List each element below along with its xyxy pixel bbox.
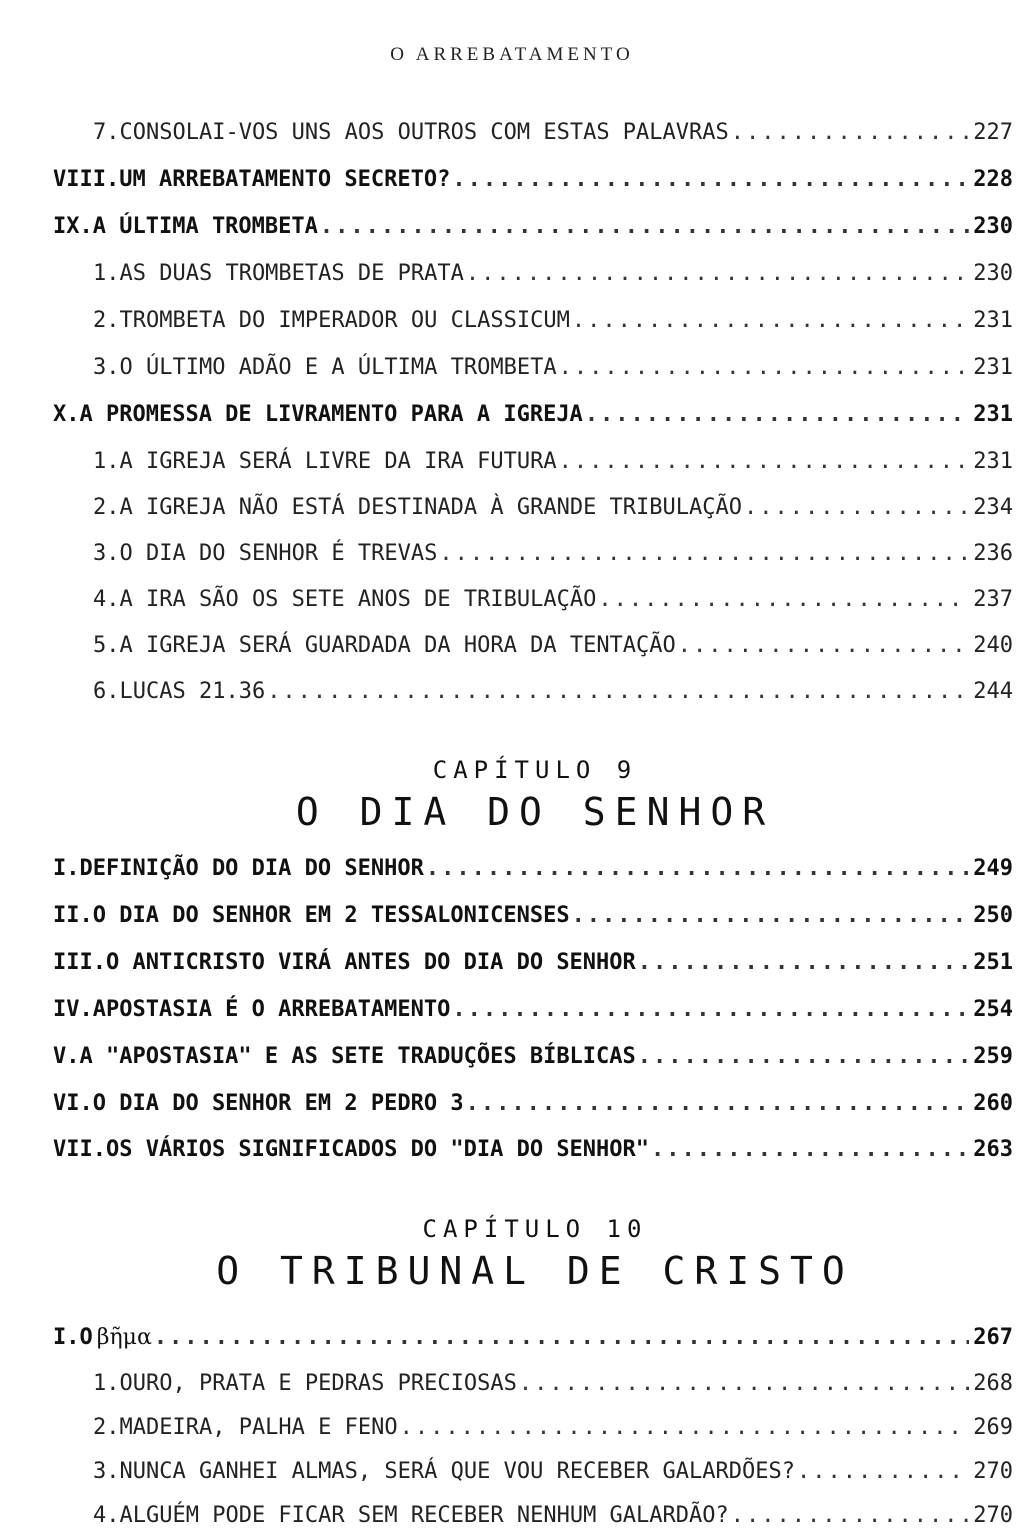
toc-entry <box>93 447 1013 477</box>
toc-entry <box>53 212 1013 242</box>
toc-entry <box>53 165 1013 195</box>
toc-entry-page: 227 <box>973 120 1013 145</box>
toc-entry-page: 268 <box>973 1371 1013 1396</box>
toc-entry-title: VII.OS VÁRIOS SIGNIFICADOS DO "DIA DO SENHOR" <box>53 1137 650 1162</box>
toc-entry <box>53 948 1013 978</box>
toc-entry-page: 230 <box>973 261 1013 286</box>
toc-entry <box>93 493 1013 523</box>
toc-entry <box>93 1501 1013 1531</box>
toc-entry-prefix: I.O <box>53 1325 93 1350</box>
toc-entry <box>93 585 1013 615</box>
toc-entry-title: 2.MADEIRA, PALHA E FENO <box>93 1415 398 1440</box>
toc-entry <box>53 1042 1013 1072</box>
leader-dots <box>638 1042 969 1072</box>
leader-dots <box>519 1369 969 1399</box>
toc-entry-page: 228 <box>973 167 1013 192</box>
leader-dots <box>731 118 969 148</box>
toc-entry <box>93 353 1013 383</box>
toc-entry <box>93 1457 1013 1487</box>
toc-entry-page: 231 <box>973 308 1013 333</box>
toc-entry-title: 5.A IGREJA SERÁ GUARDADA DA HORA DA TENTAÇÃO <box>93 633 676 658</box>
toc-entry-title: IX.A ÚLTIMA TROMBETA <box>53 214 318 239</box>
toc-entry <box>53 1323 1013 1353</box>
leader-dots <box>797 1457 969 1487</box>
toc-entry <box>93 118 1013 148</box>
leader-dots <box>452 995 969 1025</box>
toc-entry <box>93 1413 1013 1443</box>
chapter-9-label: CAPÍTULO 9 <box>432 756 638 784</box>
toc-entry-title: VIII.UM ARREBATAMENTO SECRETO? <box>53 167 451 192</box>
toc-entry-page: 254 <box>973 997 1013 1022</box>
toc-entry <box>53 400 1013 430</box>
toc-entry <box>53 854 1013 884</box>
leader-dots <box>731 1501 969 1531</box>
leader-dots <box>466 1089 970 1119</box>
toc-entry-title: III.O ANTICRISTO VIRÁ ANTES DO DIA DO SENHOR <box>53 950 636 975</box>
leader-dots <box>651 1135 969 1165</box>
toc-entry-page: 267 <box>973 1325 1013 1350</box>
leader-dots <box>678 631 969 661</box>
toc-entry-title: 6.LUCAS 21.36 <box>93 679 266 704</box>
leader-dots <box>559 353 970 383</box>
toc-entry-title: V.A "APOSTASIA" E AS SETE TRADUÇÕES BÍBLICAS <box>53 1044 636 1069</box>
leader-dots <box>585 400 969 430</box>
toc-entry <box>93 631 1013 661</box>
leader-dots <box>598 585 969 615</box>
toc-entry-page: 230 <box>973 214 1013 239</box>
toc-entry-title: 1.A IGREJA SERÁ LIVRE DA IRA FUTURA <box>93 449 557 474</box>
toc-entry <box>53 1089 1013 1119</box>
leader-dots <box>466 259 969 289</box>
toc-entry-page: 260 <box>973 1091 1013 1116</box>
toc-entry-title: 3.O ÚLTIMO ADÃO E A ÚLTIMA TROMBETA <box>93 355 557 380</box>
toc-entry-title: 3.NUNCA GANHEI ALMAS, SERÁ QUE VOU RECEBER GALARDÕES? <box>93 1459 795 1484</box>
leader-dots <box>572 901 970 931</box>
toc-entry-title: VI.O DIA DO SENHOR EM 2 PEDRO 3 <box>53 1091 464 1116</box>
toc-entry-title: 3.O DIA DO SENHOR É TREVAS <box>93 541 438 566</box>
leader-dots <box>426 854 969 884</box>
toc-entry-title: 1.AS DUAS TROMBETAS DE PRATA <box>93 261 464 286</box>
toc-entry-page: 270 <box>973 1459 1013 1484</box>
leader-dots <box>267 677 969 707</box>
toc-entry-page: 231 <box>973 402 1013 427</box>
toc-entry <box>53 995 1013 1025</box>
toc-entry-title: 7.CONSOLAI-VOS UNS AOS OUTROS COM ESTAS PALAVRAS <box>93 120 729 145</box>
toc-entry-title: 4.A IRA SÃO OS SETE ANOS DE TRIBULAÇÃO <box>93 587 597 612</box>
toc-entry-page: 259 <box>973 1044 1013 1069</box>
toc-entry-title: IV.APOSTASIA É O ARREBATAMENTO <box>53 997 451 1022</box>
toc-entry-title: 1.OURO, PRATA E PEDRAS PRECIOSAS <box>93 1371 517 1396</box>
leader-dots <box>400 1413 970 1443</box>
toc-entry-page: 251 <box>973 950 1013 975</box>
toc-entry-page: 236 <box>973 541 1013 566</box>
toc-entry-title: 2.TROMBETA DO IMPERADOR OU CLASSICUM <box>93 308 570 333</box>
toc-entry-title: 4.ALGUÉM PODE FICAR SEM RECEBER NENHUM GALARDÃO? <box>93 1503 729 1528</box>
toc-entry-page: 240 <box>973 633 1013 658</box>
chapter-10-label: CAPÍTULO 10 <box>422 1215 648 1243</box>
toc-entry-page: 231 <box>973 449 1013 474</box>
toc-entry <box>93 539 1013 569</box>
toc-entry-page: 263 <box>973 1137 1013 1162</box>
leader-dots <box>744 493 969 523</box>
toc-entry-title: X.A PROMESSA DE LIVRAMENTO PARA A IGREJA <box>53 402 583 427</box>
toc-entry <box>93 677 1013 707</box>
toc-entry-page: 244 <box>973 679 1013 704</box>
leader-dots <box>638 948 969 978</box>
toc-entry <box>93 259 1013 289</box>
toc-entry-title: II.O DIA DO SENHOR EM 2 TESSALONICENSES <box>53 903 570 928</box>
toc-entry-page: 270 <box>973 1503 1013 1528</box>
greek-word: βῆμα <box>96 1325 152 1350</box>
toc-entry-page: 237 <box>973 587 1013 612</box>
running-header: O ARREBATAMENTO <box>390 44 634 65</box>
leader-dots <box>439 539 969 569</box>
toc-entry-page: 249 <box>973 856 1013 881</box>
toc-entry <box>53 1135 1013 1165</box>
chapter-10-title: O TRIBUNAL DE CRISTO <box>216 1249 854 1293</box>
toc-entry <box>93 1369 1013 1399</box>
leader-dots <box>320 212 969 242</box>
toc-entry <box>53 901 1013 931</box>
leader-dots <box>154 1323 969 1353</box>
toc-entry-page: 269 <box>973 1415 1013 1440</box>
leader-dots <box>452 165 969 195</box>
leader-dots <box>572 306 969 336</box>
toc-entry-title: I.DEFINIÇÃO DO DIA DO SENHOR <box>53 856 424 881</box>
toc-entry-page: 231 <box>973 355 1013 380</box>
toc-entry <box>93 306 1013 336</box>
chapter-9-title: O DIA DO SENHOR <box>295 790 775 834</box>
toc-entry-page: 250 <box>973 903 1013 928</box>
toc-entry-page: 234 <box>973 495 1013 520</box>
leader-dots <box>559 447 970 477</box>
toc-entry-title: 2.A IGREJA NÃO ESTÁ DESTINADA À GRANDE TRIBULAÇÃO <box>93 495 743 520</box>
toc-entry-title <box>53 1323 152 1353</box>
